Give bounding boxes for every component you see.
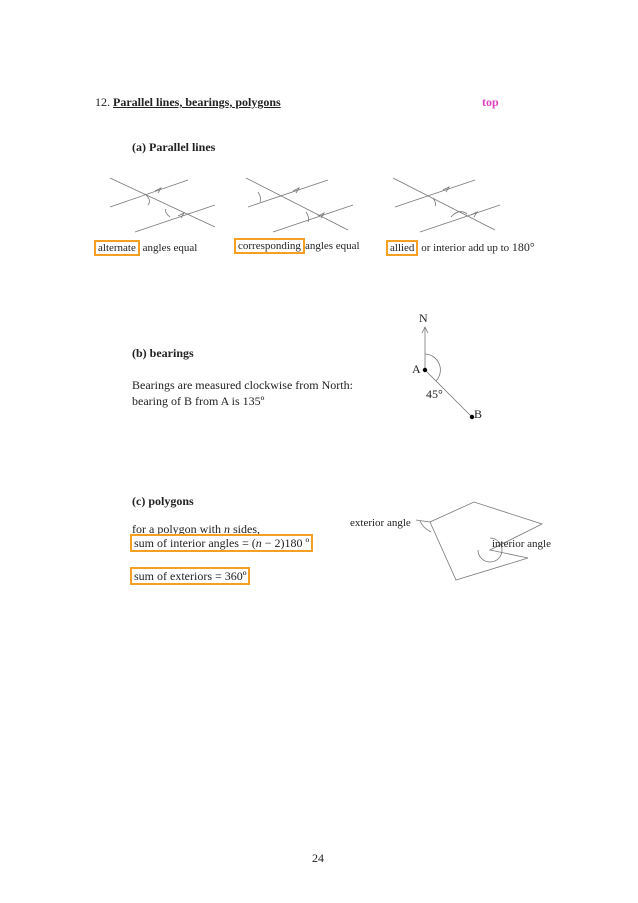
polygon-sides-var: n: [224, 522, 230, 536]
corresponding-label: [234, 240, 360, 252]
bearings-heading: (b) bearings: [132, 346, 194, 360]
allied-word: allied: [386, 240, 418, 256]
transversal-line: [393, 178, 495, 230]
parallel-heading: (a) Parallel lines: [132, 140, 216, 154]
section-number: 12.: [95, 95, 110, 109]
transversal-line: [110, 178, 215, 227]
exterior-sum-box: sum of exteriors = 360º: [130, 567, 250, 585]
alternate-label: [94, 242, 197, 254]
point-a-label: A: [412, 362, 421, 376]
section-title: Parallel lines, bearings, polygons: [113, 95, 281, 109]
allied-label: [386, 240, 535, 255]
interior-sum-formula: [130, 536, 313, 551]
arrow-marker: [471, 212, 477, 217]
angle-arc: [258, 192, 261, 202]
angle-arc: [145, 194, 149, 205]
extended-side: [416, 520, 430, 522]
parallel-line-lower: [420, 205, 500, 232]
section-heading: [95, 95, 281, 110]
point-b-label: B: [474, 407, 483, 421]
bearing-angle-arc: [425, 354, 440, 381]
allied-angles-diagram: [385, 172, 525, 232]
exterior-angle-label: exterior angle: [350, 517, 411, 529]
allied-label-rest: or interior add up to: [418, 242, 512, 254]
allied-value: 180°: [511, 240, 535, 254]
north-label: N: [419, 311, 428, 325]
interior-sum-post: − 2)180 º: [261, 536, 310, 550]
bearing-angle-label: 45°: [426, 387, 443, 401]
transversal-line: [246, 178, 348, 230]
angle-arc: [166, 209, 171, 217]
alternate-word: alternate: [94, 240, 140, 256]
bearing-diagram: [405, 318, 485, 438]
corresponding-label-rest: angles equal: [304, 240, 360, 252]
interior-angle-label: interior angle: [492, 538, 551, 550]
bearings-line-2: bearing of B from A is 135º: [132, 394, 265, 408]
parallel-line-lower: [273, 205, 353, 232]
top-link[interactable]: top: [482, 95, 499, 109]
parallel-line-upper: [395, 180, 475, 207]
point-a-dot: [423, 368, 427, 372]
parallel-line-lower: [135, 205, 215, 232]
polygons-heading: (c) polygons: [132, 494, 194, 508]
page-number: 24: [312, 851, 324, 865]
polygon-sides-pre: for a polygon with: [132, 522, 224, 536]
interior-sum-var: n: [255, 536, 262, 550]
interior-sum-box: [130, 534, 313, 552]
polygon-sides-post: sides,: [230, 522, 260, 536]
alternate-label-rest: angles equal: [139, 242, 198, 254]
parallel-line-upper: [248, 180, 328, 207]
exterior-sum-formula: [130, 569, 250, 584]
exterior-angle-arc: [420, 521, 431, 532]
alternate-angles-diagram: [100, 172, 240, 232]
corresponding-word: corresponding: [234, 238, 305, 254]
corresponding-angles-diagram: [238, 172, 378, 232]
bearings-line-1: Bearings are measured clockwise from North:: [132, 378, 353, 392]
interior-sum-pre: sum of interior angles = (: [134, 536, 256, 550]
